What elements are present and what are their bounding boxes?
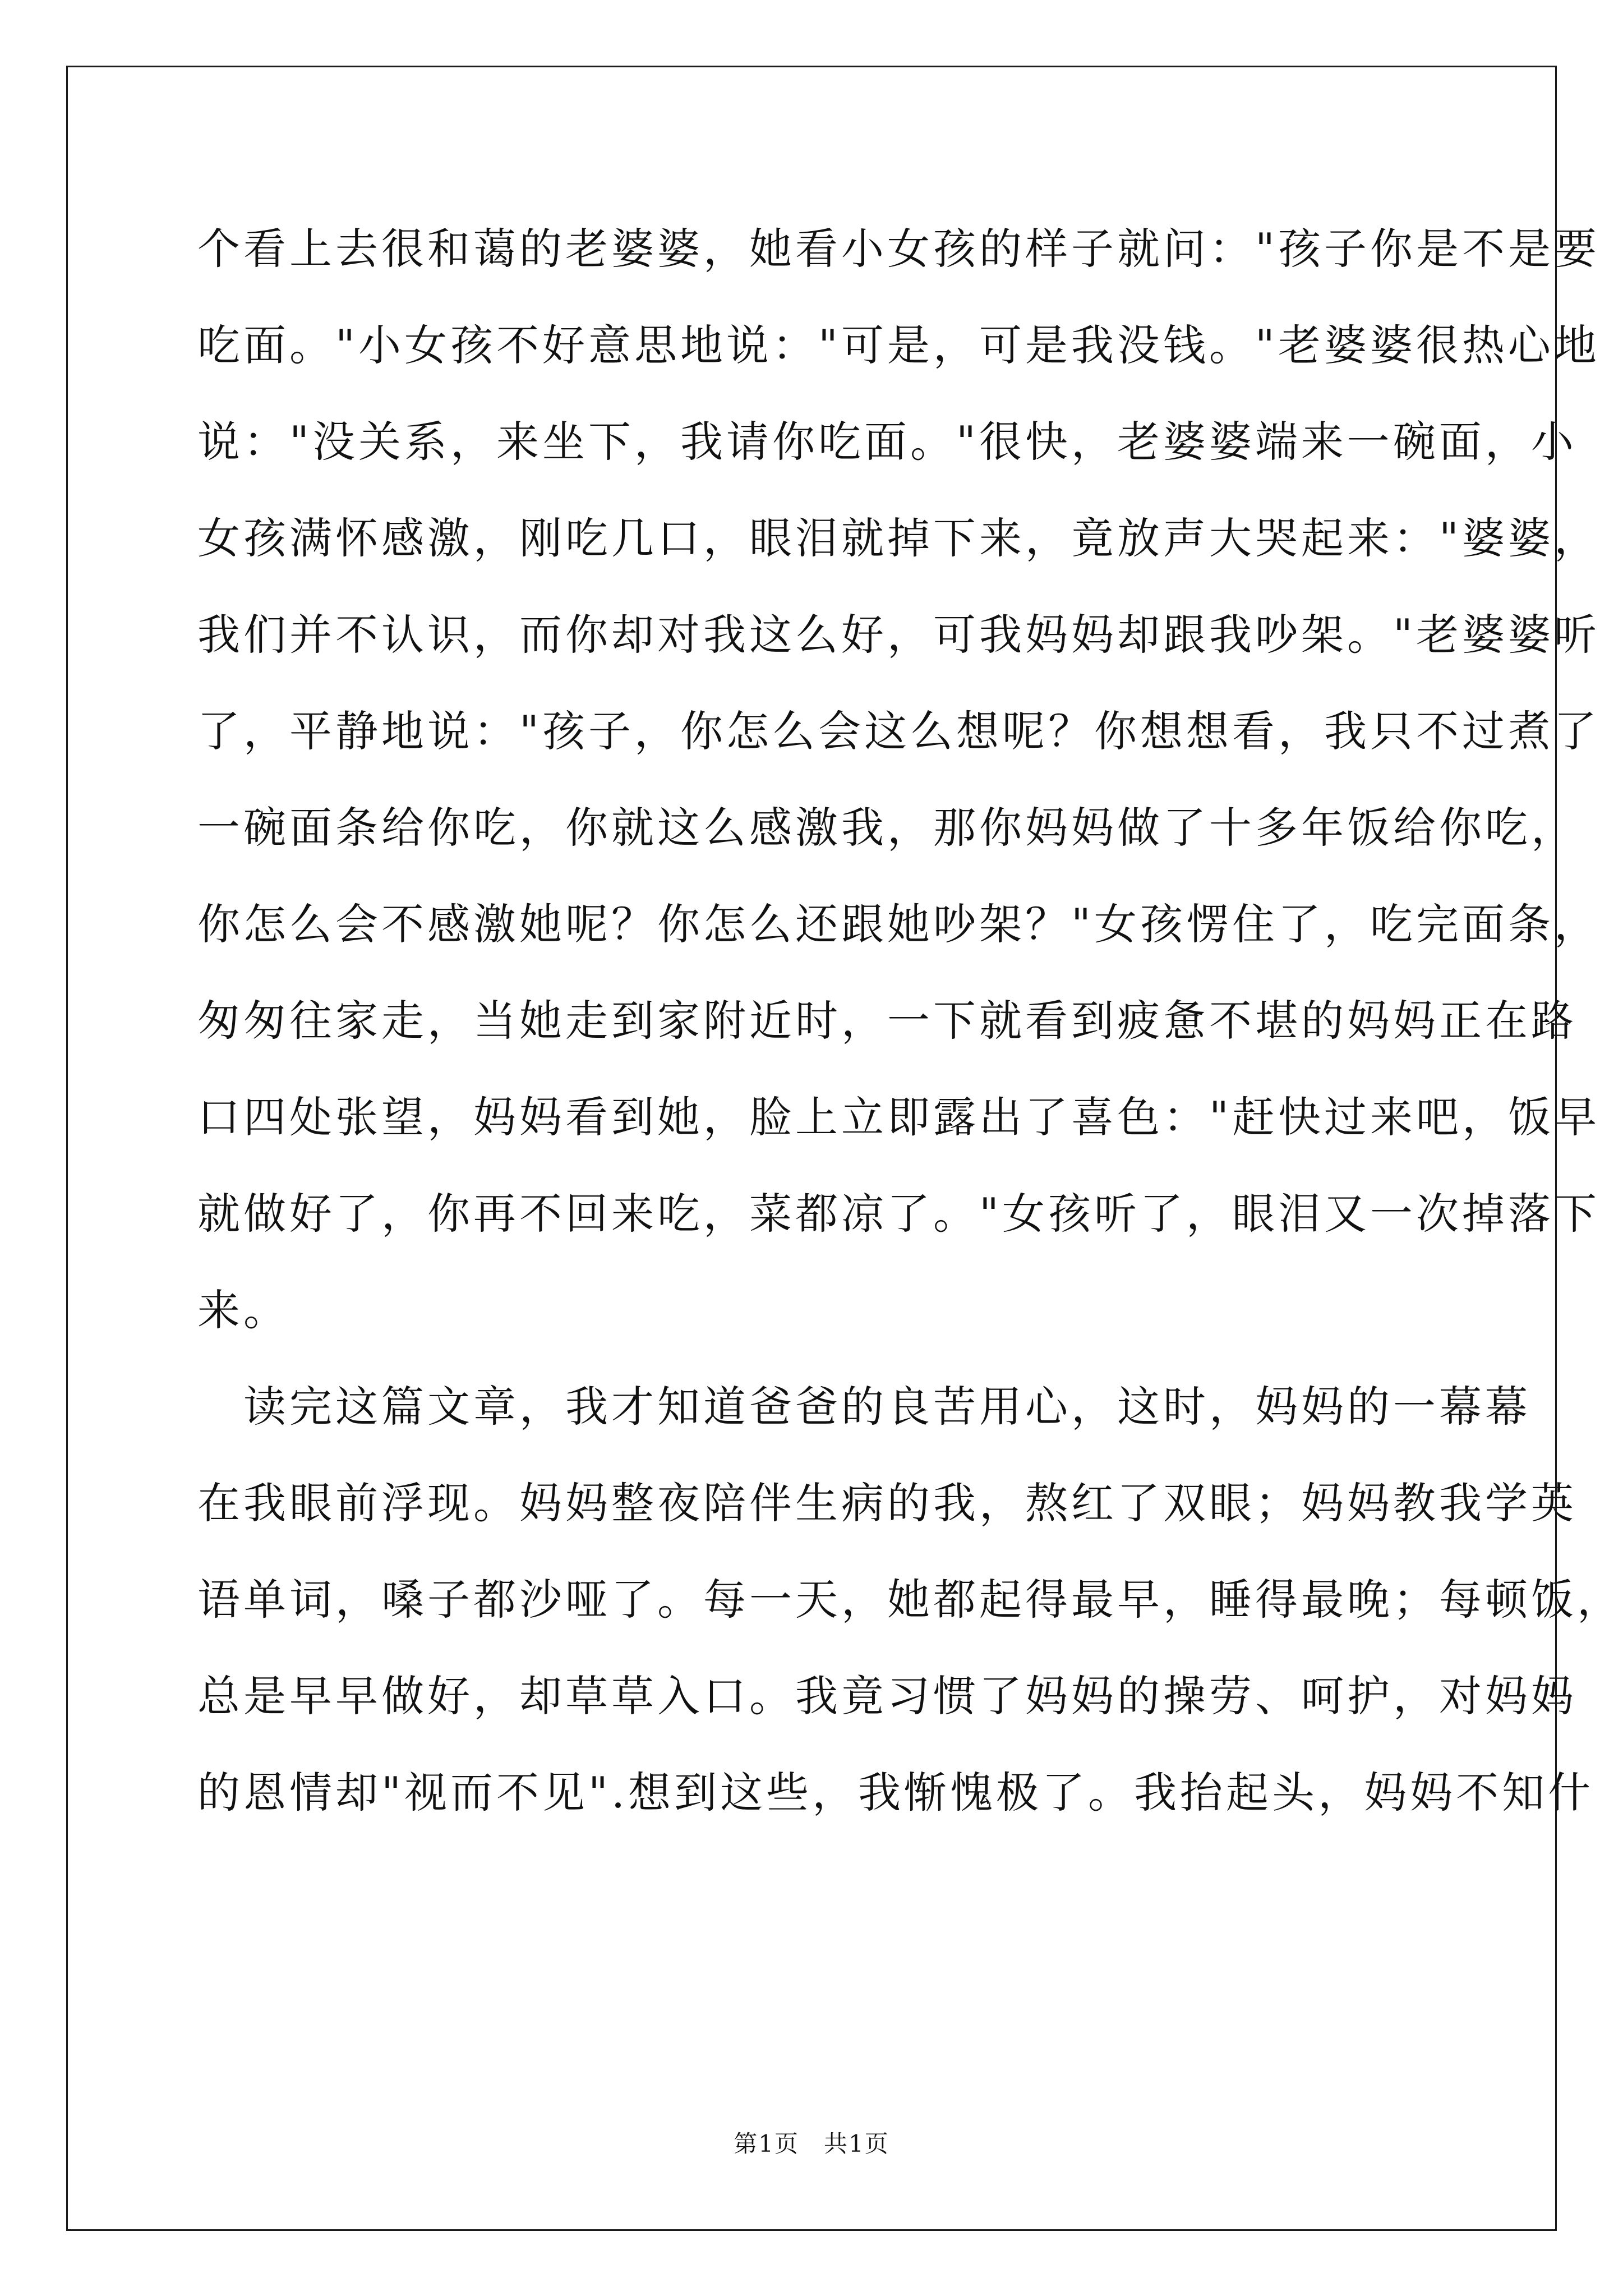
text-line-11: 就做好了，你再不回来吃，菜都凉了。"女孩听了，眼泪又一次掉落下 [197,1189,1600,1239]
text-line-8: 你怎么会不感激她呢？你怎么还跟她吵架？"女孩愣住了，吃完面条， [197,899,1600,949]
text-line-4: 女孩满怀感激，刚吃几口，眼泪就掉下来，竟放声大哭起来："婆婆， [197,513,1600,563]
text-line-7: 一碗面条给你吃，你就这么感激我，那你妈妈做了十多年饭给你吃， [197,803,1577,853]
text-line-10: 口四处张望，妈妈看到她，脸上立即露出了喜色："赶快过来吧，饭早 [197,1092,1600,1142]
text-line-16: 总是早早做好，却草草入口。我竟习惯了妈妈的操劳、呵护，对妈妈 [197,1671,1577,1721]
text-line-14: 在我眼前浮现。妈妈整夜陪伴生病的我，熬红了双眼；妈妈教我学英 [197,1478,1577,1528]
text-line-12: 来。 [197,1285,289,1335]
text-line-5: 我们并不认识，而你却对我这么好，可我妈妈却跟我吵架。"老婆婆听 [197,610,1600,660]
text-line-17: 的恩情却"视而不见".想到这些，我惭愧极了。我抬起头，妈妈不知什 [197,1768,1594,1818]
page-border [66,66,1557,2231]
text-line-15: 语单词，嗓子都沙哑了。每一天，她都起得最早，睡得最晚；每顿饭， [197,1575,1623,1625]
text-line-3: 说："没关系，来坐下，我请你吃面。"很快，老婆婆端来一碗面，小 [197,417,1577,467]
page-number-footer: 第1页 共1页 [734,2130,889,2157]
text-line-13: 读完这篇文章，我才知道爸爸的良苦用心，这时，妈妈的一幕幕 [197,1382,1531,1432]
text-line-6: 了，平静地说："孩子，你怎么会这么想呢？你想想看，我只不过煮了 [197,706,1600,756]
text-line-1: 个看上去很和蔼的老婆婆，她看小女孩的样子就问："孩子你是不是要 [197,224,1600,274]
text-line-9: 匆匆往家走，当她走到家附近时，一下就看到疲惫不堪的妈妈正在路 [197,996,1577,1046]
text-line-2: 吃面。"小女孩不好意思地说："可是，可是我没钱。"老婆婆很热心地 [197,320,1600,370]
